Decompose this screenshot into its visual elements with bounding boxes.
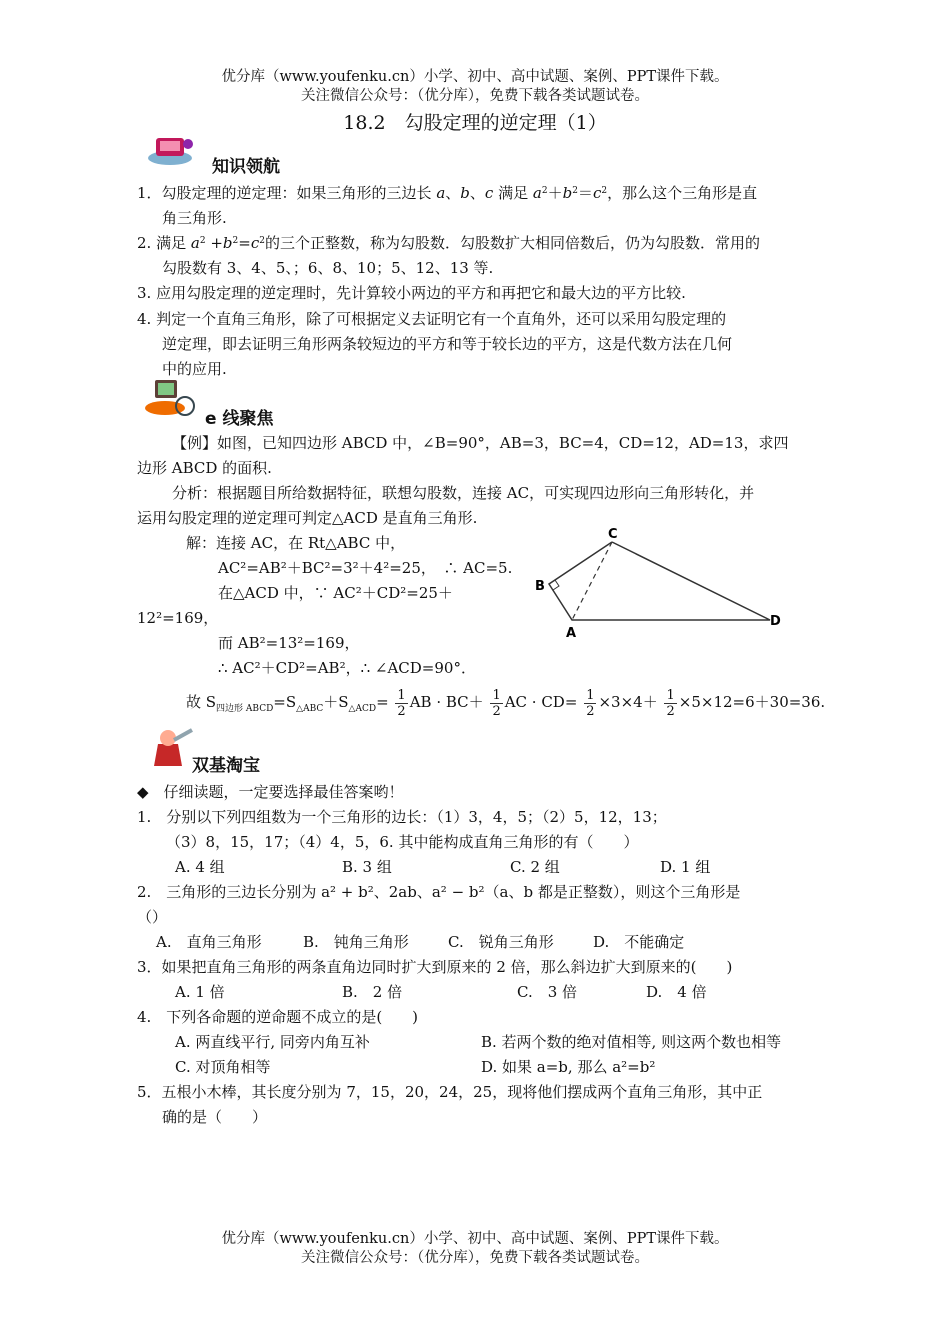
- fraction-half: $\frac{1}{2}$: [397, 687, 406, 719]
- question-5: 5．五根小木棒，其长度分别为 7，15，20，24，25，现将他们摆成两个直角三角形，其中正: [137, 1083, 763, 1101]
- header-line-1: 优分库（www.youfenku.cn）小学、初中、高中试题、案例、PPT课件下载。: [221, 69, 729, 85]
- q2-option-a[interactable]: A. 直角三角形: [156, 933, 262, 951]
- footer-line-2: 关注微信公众号：（优分库），免费下载各类试题试卷。: [301, 1250, 649, 1266]
- quadrilateral-figure: [528, 522, 788, 644]
- vertex-label-d: D: [770, 614, 781, 629]
- solution-line-2: AC²=AB²＋BC²=3²＋4²=25， ∴ AC=5.: [218, 559, 513, 577]
- knowledge-item-3: 3. 应用勾股定理的逆定理时，先计算较小两边的平方和再把它和最大边的平方比较.: [137, 284, 686, 302]
- q2-option-b[interactable]: B. 钝角三角形: [303, 933, 409, 951]
- knowledge-item-1-cont: 角三角形.: [162, 209, 227, 227]
- knowledge-item-2-cont: 勾股数有 3、4、5、；6、8、10；5、12、13 等.: [162, 259, 494, 277]
- q1-option-c[interactable]: C. 2 组: [510, 858, 560, 876]
- knowledge-item-4-cont1: 逆定理，即去证明三角形两条较短边的平方和等于较长边的平方，这是代数方法在几何: [162, 335, 733, 353]
- page-title: 18.2 勾股定理的逆定理（1）: [343, 112, 607, 134]
- fraction-half: $\frac{1}{2}$: [666, 687, 675, 719]
- vertex-label-c: C: [608, 527, 618, 542]
- q3-option-a[interactable]: A. 1 倍: [175, 983, 225, 1001]
- knowledge-item-4: 4. 判定一个直角三角形，除了可根据定义去证明它有一个直角外，还可以采用勾股定理的: [137, 310, 727, 328]
- q3-option-c[interactable]: C. 3 倍: [517, 983, 578, 1001]
- focus-section-title: e 线聚焦: [205, 409, 274, 429]
- knowledge-item-1: 1．勾股定理的逆定理：如果三角形的三边长 a、b、c 满足 $a^2+b^2=c^2$，那么这个三角形是直: [137, 184, 758, 202]
- q4-option-b[interactable]: B. 若两个数的绝对值相等, 则这两个数也相等: [481, 1033, 782, 1051]
- question-2: 2. 三角形的三边长分别为 a² + b²、2ab、a² − b²（a、b 都是正整数），则这个三角形是: [137, 883, 741, 901]
- knowledge-item-4-cont2: 中的应用.: [162, 360, 227, 378]
- header-line-2: 关注微信公众号：（优分库），免费下载各类试题试卷。: [301, 88, 649, 104]
- question-2-cont: （）: [137, 908, 168, 926]
- analysis-line-1: 分析：根据题目所给数据特征，联想勾股数，连接 AC，可实现四边形向三角形转化，并: [172, 484, 755, 502]
- vertex-label-a: A: [566, 626, 577, 641]
- q3-option-d[interactable]: D. 4 倍: [646, 983, 707, 1001]
- question-1: 1. 分别以下列四组数为一个三角形的边长：（1）3，4，5；（2）5，12，13；: [137, 808, 667, 826]
- knowledge-section-icon: [146, 132, 198, 168]
- vertex-label-b: B: [535, 579, 545, 594]
- practice-section-icon: [144, 726, 194, 770]
- q4-option-c[interactable]: C. 对顶角相等: [175, 1058, 271, 1076]
- question-4: 4. 下列各命题的逆命题不成立的是( ): [137, 1008, 419, 1026]
- q2-option-d[interactable]: D. 不能确定: [593, 933, 685, 951]
- knowledge-item-2: 2. 满足 $a^2 +b^2=c^2$的三个正整数，称为勾股数．勾股数扩大相同倍数后，仍为勾股数．常用的: [137, 234, 760, 252]
- question-5-cont: 确的是（ ）: [162, 1108, 268, 1126]
- solution-line-6: ∴ AC²＋CD²=AB²，∴ ∠ACD=90°．: [218, 659, 476, 677]
- q1-option-b[interactable]: B. 3 组: [342, 858, 392, 876]
- practice-intro: ◆ 仔细读题，一定要选择最佳答案哟！: [137, 783, 404, 801]
- solution-area-formula: 故 $S_{四边形 ABCD}=S_{\triangle ABC}+S_{\triangle ACD}=$ $\frac{1}{2}$ AB · BC＋ $\frac{1}{2}$ AC · CD= $\frac{1}{2}$ ×3×4＋ $\frac{1}{2}$ ×5×12=6＋30=36.: [186, 687, 826, 719]
- q1-option-d[interactable]: D. 1 组: [660, 858, 711, 876]
- solution-line-4: 12²=169，: [137, 609, 219, 627]
- fraction-half: $\frac{1}{2}$: [492, 687, 501, 719]
- focus-section-icon: [143, 378, 198, 420]
- solution-line-1: 解：连接 AC，在 Rt△ABC 中，: [186, 534, 406, 552]
- solution-line-5: 而 AB²=13²=169，: [218, 634, 360, 652]
- q3-option-b[interactable]: B. 2 倍: [342, 983, 403, 1001]
- knowledge-section-title: 知识领航: [212, 157, 280, 177]
- practice-section-title: 双基淘宝: [192, 756, 260, 776]
- q4-option-a[interactable]: A. 两直线平行, 同旁内角互补: [175, 1033, 370, 1051]
- fraction-half: $\frac{1}{2}$: [586, 687, 595, 719]
- q1-option-a[interactable]: A. 4 组: [175, 858, 225, 876]
- example-line-2: 边形 ABCD 的面积.: [137, 459, 272, 477]
- question-3: 3．如果把直角三角形的两条直角边同时扩大到原来的 2 倍，那么斜边扩大到原来的( ): [137, 958, 733, 976]
- q2-option-c[interactable]: C. 锐角三角形: [448, 933, 554, 951]
- footer-line-1: 优分库（www.youfenku.cn）小学、初中、高中试题、案例、PPT课件下载。: [221, 1231, 729, 1247]
- solution-line-3: 在△ACD 中，∵ AC²＋CD²=25＋: [218, 584, 453, 602]
- question-1-cont: （3）8，15，17；（4）4，5，6. 其中能构成直角三角形的有（ ）: [166, 833, 639, 851]
- analysis-line-2: 运用勾股定理的逆定理可判定△ACD 是直角三角形.: [137, 509, 478, 527]
- q4-option-d[interactable]: D. 如果 a=b, 那么 a²=b²: [481, 1058, 656, 1076]
- example-line-1: 【例】如图，已知四边形 ABCD 中，∠B=90°，AB=3，BC=4，CD=12，AD=13，求四: [172, 434, 789, 452]
